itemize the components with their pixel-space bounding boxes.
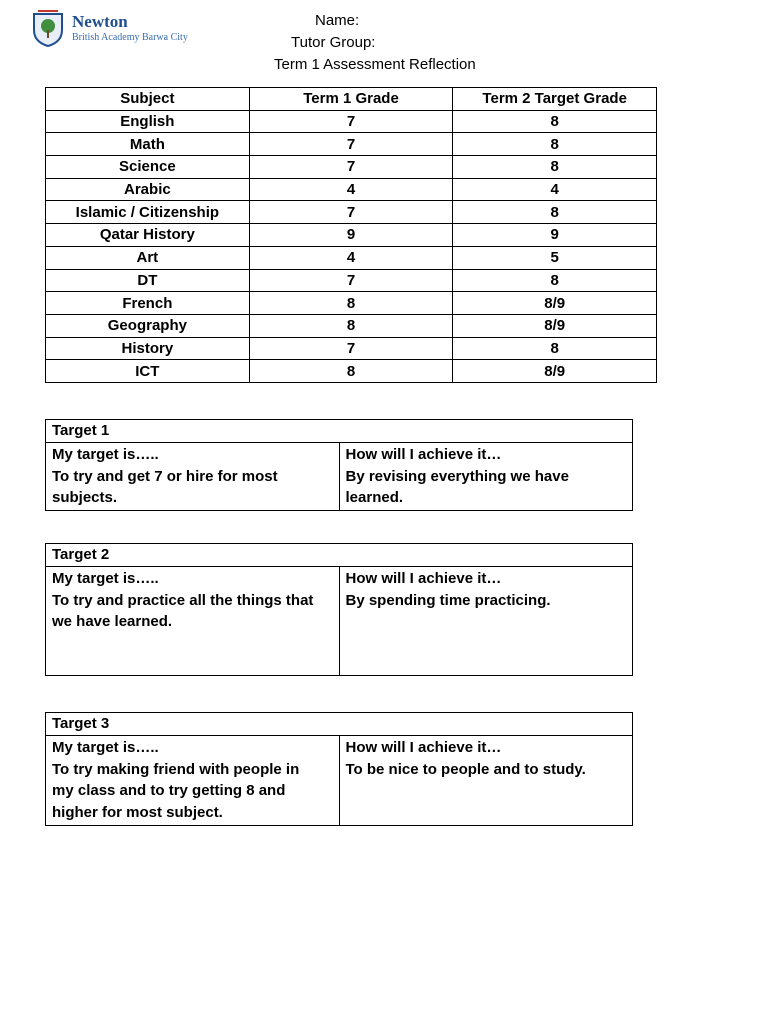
- name-label: Name:: [315, 12, 360, 29]
- subject-cell: Qatar History: [46, 224, 250, 247]
- grade-row: [46, 314, 657, 337]
- school-crest-icon: [28, 8, 68, 48]
- target-line: higher for most subject.: [52, 804, 223, 822]
- subject-cell: History: [46, 337, 250, 360]
- target-title: Target 1: [46, 420, 633, 443]
- target-description: [46, 443, 340, 511]
- term2-target-cell: 8: [453, 133, 657, 156]
- subject-cell: Islamic / Citizenship: [46, 201, 250, 224]
- subject-cell: French: [46, 292, 250, 315]
- subject-cell: Arabic: [46, 178, 250, 201]
- target-line: To try and get 7 or hire for most: [52, 467, 278, 485]
- achieve-line: learned.: [345, 489, 404, 507]
- term1-grade-cell: 7: [249, 201, 453, 224]
- grade-row: [46, 110, 657, 133]
- target-line: To try making friend with people in: [52, 760, 300, 778]
- term2-target-cell: 8: [453, 156, 657, 179]
- achieve-description: [339, 443, 633, 511]
- grades-header-row: [46, 88, 657, 111]
- achieve-description: [339, 736, 633, 826]
- term2-target-cell: 8/9: [453, 292, 657, 315]
- term1-grade-header: Term 1 Grade: [249, 88, 453, 111]
- target-line: subjects.: [52, 489, 118, 507]
- tutor-group-label: Tutor Group:: [291, 34, 376, 51]
- term1-grade-cell: 7: [249, 156, 453, 179]
- grade-row: [46, 156, 657, 179]
- grade-row: [46, 360, 657, 383]
- subject-cell: DT: [46, 269, 250, 292]
- term1-grade-cell: 8: [249, 292, 453, 315]
- grade-row: [46, 246, 657, 269]
- term1-grade-cell: 4: [249, 178, 453, 201]
- term1-grade-cell: 4: [249, 246, 453, 269]
- logo-subtitle: British Academy Barwa City: [72, 32, 188, 43]
- achieve-line: By revising everything we have: [345, 467, 569, 485]
- grade-row: [46, 337, 657, 360]
- grade-row: [46, 133, 657, 156]
- target-line: To try and practice all the things that: [52, 591, 314, 609]
- logo-name: Newton: [72, 12, 128, 31]
- term2-target-cell: 8: [453, 201, 657, 224]
- term2-target-header: Term 2 Target Grade: [453, 88, 657, 111]
- target-description: [46, 736, 340, 826]
- achieve-label: How will I achieve it…: [345, 570, 502, 587]
- term1-grade-cell: 8: [249, 314, 453, 337]
- term1-grade-cell: 8: [249, 360, 453, 383]
- target-label: My target is…..: [52, 739, 159, 756]
- term2-target-cell: 5: [453, 246, 657, 269]
- grades-table: [45, 87, 657, 383]
- grade-row: [46, 269, 657, 292]
- term1-grade-cell: 7: [249, 133, 453, 156]
- target-description: [46, 567, 340, 676]
- term2-target-cell: 8: [453, 269, 657, 292]
- grade-row: [46, 224, 657, 247]
- term1-grade-cell: 7: [249, 269, 453, 292]
- school-logo: [28, 8, 218, 48]
- achieve-label: How will I achieve it…: [345, 739, 502, 756]
- term1-grade-cell: 7: [249, 337, 453, 360]
- term1-grade-cell: 9: [249, 224, 453, 247]
- term1-grade-cell: 7: [249, 110, 453, 133]
- subject-cell: English: [46, 110, 250, 133]
- subject-cell: Science: [46, 156, 250, 179]
- target-title: Target 2: [46, 544, 633, 567]
- target-3-box: [45, 712, 633, 826]
- term2-target-cell: 8/9: [453, 360, 657, 383]
- term2-target-cell: 8: [453, 110, 657, 133]
- achieve-line: By spending time practicing.: [345, 591, 551, 609]
- subject-cell: ICT: [46, 360, 250, 383]
- grade-row: [46, 178, 657, 201]
- term2-target-cell: 8: [453, 337, 657, 360]
- target-label: My target is…..: [52, 570, 159, 587]
- grade-row: [46, 292, 657, 315]
- target-line: we have learned.: [52, 613, 173, 631]
- achieve-description: [339, 567, 633, 676]
- subject-header: Subject: [46, 88, 250, 111]
- grade-row: [46, 201, 657, 224]
- target-label: My target is…..: [52, 446, 159, 463]
- term2-target-cell: 8/9: [453, 314, 657, 337]
- term2-target-cell: 9: [453, 224, 657, 247]
- achieve-line: To be nice to people and to study.: [345, 760, 586, 778]
- target-line: my class and to try getting 8 and: [52, 782, 286, 800]
- subject-cell: Math: [46, 133, 250, 156]
- page-title: Term 1 Assessment Reflection: [274, 56, 476, 73]
- term2-target-cell: 4: [453, 178, 657, 201]
- subject-cell: Art: [46, 246, 250, 269]
- target-2-box: [45, 543, 633, 676]
- target-1-box: [45, 419, 633, 511]
- achieve-label: How will I achieve it…: [345, 446, 502, 463]
- target-title: Target 3: [46, 713, 633, 736]
- subject-cell: Geography: [46, 314, 250, 337]
